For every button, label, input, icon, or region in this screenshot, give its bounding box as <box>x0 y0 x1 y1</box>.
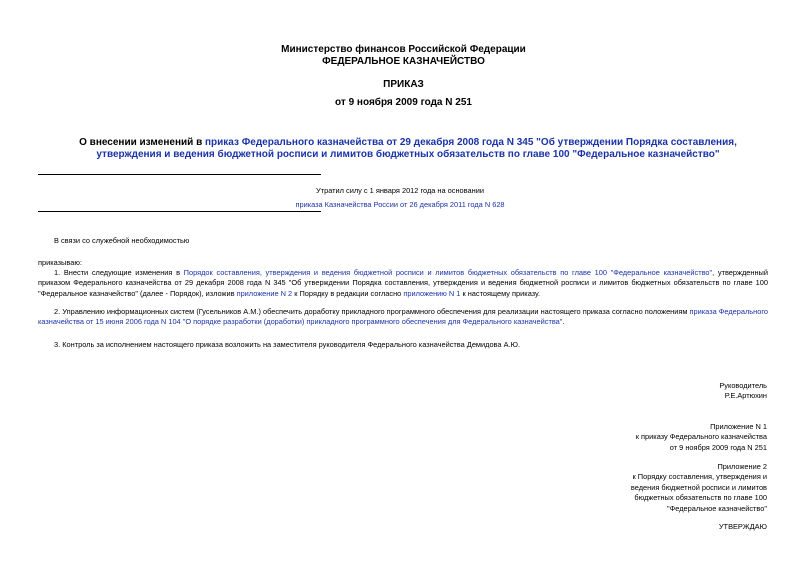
title-prefix: О внесении изменений в <box>79 137 205 148</box>
status-text: Утратил силу с 1 января 2012 года на основании <box>316 186 484 195</box>
appendix-2-block: Приложение 2 к Порядку составления, утверждения и ведения бюджетной росписи и лимитов бюджетных обязательств по главе 100 "Федеральное казначейство" <box>547 462 767 514</box>
document-title <box>52 137 764 161</box>
intro-line: В связи со служебной необходимостью <box>54 236 190 245</box>
approve-label: УТВЕРЖДАЮ <box>718 522 767 531</box>
ministry-name: Министерство финансов Российской Федерации <box>281 44 526 55</box>
doc-type: ПРИКАЗ <box>383 79 424 90</box>
status-block <box>250 186 550 211</box>
signature-position: Руководитель <box>719 381 767 390</box>
agency-name: ФЕДЕРАЛЬНОЕ КАЗНАЧЕЙСТВО <box>322 56 485 67</box>
signature-block <box>567 381 767 402</box>
paragraph-3: 3. Контроль за исполнением настоящего приказа возложить на заместителя руководителя Федерального казначейства Демидова А.Ю. <box>54 340 521 349</box>
link-order-104[interactable]: приказа Федерального казначейства от 15 июня 2006 года N 104 "О порядке разработки (доработки) прикладного программного обеспечения для Федерального казначейства" <box>38 307 768 327</box>
appendix-2-title: Приложение 2 <box>717 462 767 471</box>
doc-date-number: от 9 ноября 2009 года N 251 <box>335 97 472 108</box>
appendix-1-title: Приложение N 1 <box>710 422 767 431</box>
paragraph-2: 2. Управлению информационных систем (Гусельников А.М.) обеспечить доработку прикладного программного обеспечения для реализации настоящего приказа согласно положениям приказа Федерального казначейства от 15 июня 2006 года N 104 "О порядке разработки (доработки) прикладного программного обеспечения для Федерального казначейства". <box>38 307 768 327</box>
paragraph-1: 1. Внести следующие изменения в Порядок составления, утверждения и ведения бюджетной росписи и лимитов бюджетных обязательств по главе 100 "Федеральное казначейство", утвержденный приказом Федерального казначейства от 29 декабря 2008 года N 345 "Об утверждении Порядка составления, утверждения и ведения бюджетной росписи и лимитов бюджетных обязательств по главе 100 "Федеральное казначейство" (далее - Порядок), изложив приложение N 2 к Порядку в редакции согласно приложению N 1 к настоящему приказу. <box>38 268 768 298</box>
status-bottom-rule <box>38 211 321 212</box>
title-link[interactable]: приказ Федерального казначейства от 29 декабря 2008 года N 345 "Об утверждении Порядка составления, утверждения и ведения бюджетной росписи и лимитов бюджетных обязательств по главе 100 "Федеральное казначейство" <box>96 137 737 160</box>
link-appendix-2[interactable]: приложение N 2 <box>236 288 293 298</box>
link-poryadok[interactable]: Порядок составления, утверждения и ведения бюджетной росписи и лимитов бюджетных обязательств по главе 100 "Федеральное казначейство" <box>183 268 713 277</box>
document-header <box>0 44 807 68</box>
appendix-1-block: Приложение N 1 к приказу Федерального казначейства от 9 ноября 2009 года N 251 <box>547 422 767 453</box>
status-link[interactable]: приказа Казначейства России от 26 декабря 2011 года N 628 <box>295 200 505 210</box>
signature-name: Р.Е.Артюхин <box>724 391 767 401</box>
status-top-rule <box>38 174 321 175</box>
orders-line: приказываю: <box>38 258 82 267</box>
link-appendix-1[interactable]: приложению N 1 <box>403 288 461 298</box>
